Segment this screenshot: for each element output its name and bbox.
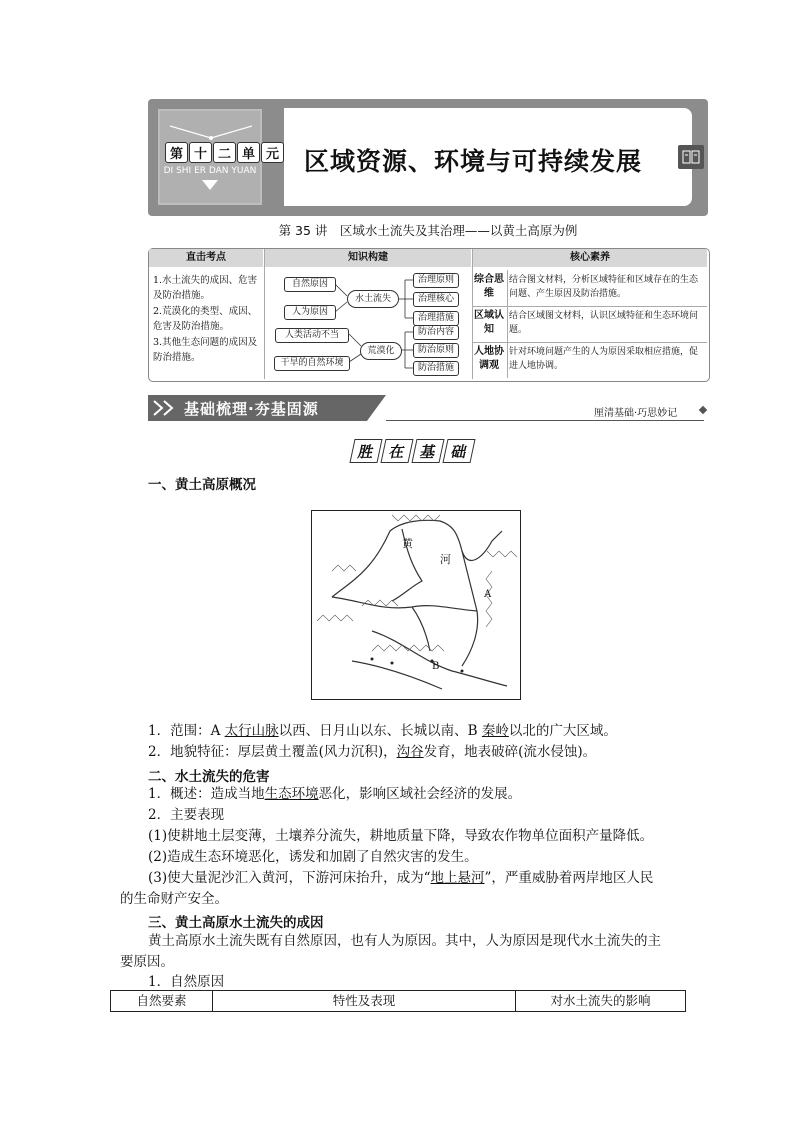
- exam-point: 3.其他生态问题的成因及防治措施。: [153, 337, 258, 363]
- diagram-node: 治理措施: [413, 311, 459, 326]
- overview-header-points: 直击考点: [149, 249, 263, 267]
- exam-point: 1.水土流失的成因、危害及防治措施。: [153, 275, 258, 301]
- diagram-center-node: 水土流失: [347, 290, 399, 308]
- unit-char: 元: [261, 142, 284, 163]
- natural-factors-table: [110, 990, 686, 1012]
- text: 发育，地表破碎(流水侵蚀)。: [423, 744, 597, 760]
- paragraph: [148, 784, 521, 805]
- sub-heading-char: 胜: [349, 439, 382, 463]
- section-tagline: 厘清基础·巧思妙记: [594, 408, 678, 419]
- divider: [473, 342, 707, 343]
- table-header: 对水土流失的影响: [550, 993, 651, 1008]
- paragraph: (2)造成生态环境恶化，诱发和加剧了自然灾害的发生。: [148, 849, 478, 865]
- diagram-node: 防治措施: [413, 361, 459, 376]
- unit-char: 第: [165, 142, 188, 163]
- literacy-value: 结合图文材料，分析区域特征和区域存在的生态问题、产生原因及防治措施。: [509, 275, 699, 299]
- unit-arrow-down-icon: [200, 178, 220, 192]
- sub-heading-char: 在: [380, 439, 413, 463]
- unit-char: 二: [213, 142, 236, 163]
- diagram-center-node: 荒漠化: [360, 342, 402, 360]
- paragraph: 2．主要表现: [148, 807, 225, 823]
- paragraph: 1．自然原因: [148, 974, 225, 990]
- unit-char: 十: [189, 142, 212, 163]
- unit-char: 单: [237, 142, 260, 163]
- paragraph: 要原因。: [120, 954, 174, 970]
- text: 以西、日月山以东、长城以南、B: [278, 723, 482, 739]
- loess-plateau-map: [311, 510, 521, 700]
- section-title: 基础梳理·夯基固源: [184, 400, 319, 418]
- double-chevron-icon: [152, 399, 180, 417]
- literacy-key: 综合思维: [474, 274, 504, 299]
- literacy-value: 针对环境问题产生的人为原因采取相应措施，促进人地协调。: [509, 347, 699, 371]
- literacy-row: [473, 345, 707, 377]
- text: 以北的广大区域。: [508, 723, 617, 739]
- exam-point: 2.荒漠化的类型、成因、危害及防治措施。: [153, 306, 258, 332]
- paragraph: [148, 721, 617, 742]
- diagram-node: 防治原则: [413, 343, 459, 358]
- divider: [473, 306, 707, 307]
- text: 2．地貌特征：厚层黄土覆盖(风力沉积)，: [148, 744, 397, 760]
- text: ”，严重威胁着两岸地区人民: [484, 870, 654, 886]
- book-icon: [678, 145, 704, 169]
- diagram-node: 防治内容: [413, 325, 459, 340]
- overview-header-knowledge: 知识构建: [265, 249, 471, 267]
- diamond-icon: [699, 406, 707, 414]
- text: 1．范围：A: [148, 723, 225, 739]
- heading-3: 三、黄土高原水土流失的成因: [148, 915, 324, 931]
- literacy-row: [473, 309, 707, 341]
- sub-heading: [352, 439, 476, 463]
- text: (3)使大量泥沙汇入黄河，下游河床抬升，成为“: [148, 870, 431, 886]
- map-label-river: 河: [440, 553, 451, 566]
- map-label-river: 黄: [402, 537, 413, 550]
- sub-heading-char: 基: [411, 439, 444, 463]
- unit-title: 区域资源、环境与可持续发展: [304, 147, 643, 176]
- underlined-text: 沟谷: [396, 744, 424, 760]
- literacy-key: 人地协调观: [474, 346, 504, 371]
- overview-header-literacy: 核心素养: [473, 249, 707, 267]
- map-label-b: B: [432, 661, 440, 672]
- table-header: 自然要素: [111, 991, 213, 1011]
- diagram-node: 人为原因: [284, 305, 336, 320]
- unit-arrow-top-icon: [168, 124, 254, 144]
- unit-pinyin: DI SHI ER DAN YUAN: [163, 166, 257, 176]
- diagram-node: 干旱的自然环境: [274, 356, 350, 371]
- heading-2: 二、水土流失的危害: [148, 769, 270, 785]
- diagram-node: 人类活动不当: [275, 328, 349, 343]
- underlined-text: 地上悬河: [430, 870, 485, 886]
- paragraph: 的生命财产安全。: [120, 891, 228, 907]
- paragraph: 黄土高原水土流失既有自然原因，也有人为原因。其中，人为原因是现代水土流失的主: [148, 933, 661, 949]
- diagram-node: 治理核心: [413, 292, 459, 307]
- lesson-title: 第 35 讲 区域水土流失及其治理——以黄土高原为例: [278, 223, 578, 238]
- heading-1: 一、黄土高原概况: [148, 477, 256, 493]
- table-header: 特性及表现: [213, 991, 516, 1011]
- underlined-text: 生态环境: [264, 786, 319, 802]
- diagram-node: 自然原因: [284, 277, 336, 292]
- literacy-row: [473, 272, 707, 306]
- underlined-text: 秦岭: [481, 723, 509, 739]
- unit-chars: [165, 142, 285, 163]
- section-underline: [386, 420, 704, 421]
- divider: [507, 270, 508, 378]
- underlined-text: 太行山脉: [224, 723, 279, 739]
- literacy-key: 区域认知: [474, 310, 504, 335]
- exam-points: [149, 272, 263, 365]
- sub-heading-char: 础: [442, 439, 475, 463]
- paragraph: (1)使耕地土层变薄，土壤养分流失，耕地质量下降，导致农作物单位面积产量降低。: [148, 828, 654, 844]
- text: 1．概述：造成当地: [148, 786, 265, 802]
- paragraph: [148, 742, 596, 763]
- map-label-a: A: [484, 589, 492, 600]
- text: 恶化，影响区域社会经济的发展。: [318, 786, 522, 802]
- literacy-value: 结合区域图文材料，认识区域特征和生态环境问题。: [509, 311, 699, 335]
- map-drawing: [312, 511, 520, 699]
- paragraph: [148, 868, 653, 889]
- diagram-node: 治理原则: [413, 273, 459, 288]
